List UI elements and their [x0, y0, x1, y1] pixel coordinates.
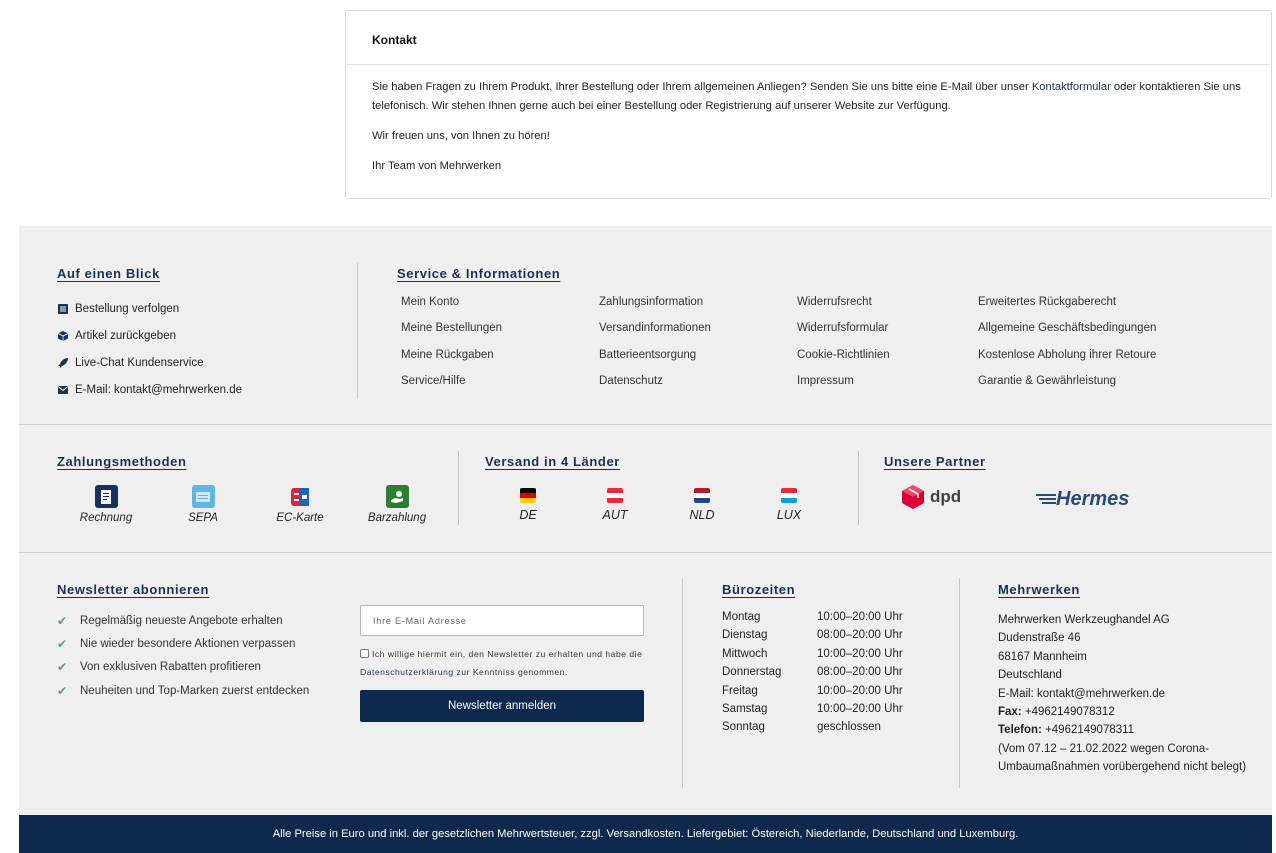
list-icon: [57, 303, 68, 314]
dpd-logo: [902, 485, 961, 509]
hours-day: Dienstag: [722, 629, 768, 642]
check-icon: ✔: [57, 636, 68, 651]
hours-row: [722, 666, 903, 684]
dpd-logo-text: dpd: [930, 487, 962, 506]
benefit-item: [57, 609, 309, 632]
company-fax: [998, 703, 1268, 721]
quick-title: Auf einen Blick: [57, 266, 160, 281]
contact-form-link[interactable]: Kontaktformular: [1031, 81, 1111, 93]
austria-flag-icon: [607, 488, 623, 503]
envelope-icon: [57, 384, 68, 395]
rocket-icon: [57, 357, 68, 368]
partners-title: Unsere Partner: [884, 454, 986, 469]
check-icon: ✔: [57, 683, 68, 698]
hours-time: 08:00–20:00 Uhr: [817, 629, 903, 642]
payment-cash: [362, 485, 432, 524]
contact-text: Sie haben Fragen zu Ihrem Produkt, Ihrer Bestellung oder Ihrem allgemeinen Anliegen? Senden Sie uns bitte eine E-Mail über unser: [372, 81, 1032, 93]
company-street: Dudenstraße 46: [998, 632, 1081, 645]
hours-time: 10:00–20:00 Uhr: [817, 702, 903, 715]
quick-link-label: Bestellung verfolgen: [75, 302, 180, 315]
hours-time: geschlossen: [817, 721, 881, 734]
divider: [682, 578, 683, 788]
contact-signature: Ihr Team von Mehrwerken: [372, 160, 502, 172]
contact-greeting: Wir freuen uns, von Ihnen zu hören!: [372, 130, 550, 142]
shipping-aut: [590, 488, 640, 522]
quick-link-label: Artikel zurückgeben: [75, 329, 176, 342]
shipping-label: DE: [519, 508, 537, 522]
newsletter-email-input[interactable]: [360, 605, 644, 636]
benefit-label: Nie wieder besondere Aktionen verpassen: [80, 637, 296, 650]
divider: [458, 451, 459, 525]
hours-day: Freitag: [722, 684, 758, 697]
quick-links: [57, 295, 242, 403]
benefit-label: Neuheiten und Top-Marken zuerst entdecken: [80, 684, 310, 697]
payment-ec-card: [265, 485, 335, 524]
service-link[interactable]: Widerrufsrecht: [797, 296, 872, 308]
service-link[interactable]: Allgemeine Geschäftsbedingungen: [978, 322, 1157, 335]
shipping-label: AUT: [602, 508, 628, 522]
hours-row: [722, 685, 903, 703]
payment-invoice: [71, 485, 141, 524]
quick-link-live-chat[interactable]: [57, 349, 242, 376]
shipping-de: [503, 488, 553, 522]
hours-row: [722, 648, 903, 666]
check-icon: ✔: [57, 660, 68, 675]
phone-number[interactable]: +4962149078311: [1041, 724, 1135, 737]
payment-title: Zahlungsmethoden: [57, 454, 187, 469]
service-link[interactable]: Service/Hilfe: [401, 374, 466, 387]
service-link[interactable]: Cookie-Richtlinien: [797, 348, 890, 361]
fax-label: Fax:: [998, 706, 1022, 719]
quick-link-email[interactable]: [57, 376, 242, 403]
hours-day: Montag: [722, 611, 761, 623]
contact-body: [346, 65, 1271, 176]
divider: [357, 263, 358, 399]
contact-text: oder kontaktieren Sie uns telefonisch. Wir stehen Ihnen gerne auch bei einer Bestellung oder Registrierung auf unserer Website zur Verfügung.: [372, 81, 1241, 112]
consent-text: zur Kenntniss genommen.: [453, 667, 568, 677]
company-note: (Vom 07.12 – 21.02.2022 wegen Corona-Umbaumaßnahmen vorübergehend nicht belegt): [998, 742, 1247, 774]
payment-sepa: [168, 485, 238, 524]
hours-time: 10:00–20:00 Uhr: [817, 647, 903, 660]
quick-link-label: E-Mail: kontakt@mehrwerken.de: [75, 383, 242, 396]
company-address: [998, 611, 1268, 777]
hours-title: Bürozeiten: [722, 582, 796, 597]
divider: [858, 451, 859, 525]
contact-title: Kontakt: [346, 11, 1271, 65]
payment-label: EC-Karte: [276, 512, 324, 524]
service-link[interactable]: Versandinformationen: [599, 322, 711, 335]
invoice-icon: [95, 485, 118, 508]
service-link[interactable]: Mein Konto: [401, 296, 460, 308]
hours-day: Sonntag: [722, 721, 765, 734]
divider: [19, 552, 1272, 553]
newsletter-subscribe-button[interactable]: Newsletter anmelden: [360, 690, 644, 722]
shipping-title: Versand in 4 Länder: [485, 454, 620, 469]
company-title: Mehrwerken: [998, 582, 1080, 597]
benefit-item: [57, 656, 309, 679]
benefit-item: [57, 632, 309, 655]
hours-day: Mittwoch: [722, 647, 768, 660]
shipping-label: NLD: [689, 508, 715, 522]
hermes-wing-icon: [1036, 493, 1058, 507]
dpd-cube-icon: [902, 485, 924, 509]
hours-time: 10:00–20:00 Uhr: [817, 611, 903, 623]
shipping-label: LUX: [776, 508, 802, 522]
hours-row: [722, 611, 903, 629]
consent-text: Ich willige hiermit ein, den Newsletter zu erhalten und habe die: [372, 649, 643, 659]
check-icon: ✔: [57, 613, 68, 628]
shipping-nld: [677, 488, 727, 522]
company-city: 68167 Mannheim: [998, 650, 1087, 663]
hours-row: [722, 703, 903, 721]
benefit-label: Von exklusiven Rabatten profitieren: [80, 661, 261, 674]
hours-row: [722, 629, 903, 647]
fax-number: +4962149078312: [1021, 706, 1115, 719]
sepa-icon: [192, 485, 215, 508]
service-link[interactable]: Meine Rückgaben: [401, 348, 494, 361]
consent-checkbox[interactable]: [360, 649, 369, 658]
hermes-logo: [1036, 488, 1129, 511]
hours-day: Samstag: [722, 702, 768, 715]
netherlands-flag-icon: [694, 488, 710, 503]
service-link[interactable]: Zahlungsinformation: [599, 296, 704, 308]
service-link[interactable]: Garantie & Gewährleistung: [978, 374, 1117, 387]
company-phone: [998, 721, 1268, 739]
service-link[interactable]: Kostenlose Abholung ihrer Retoure: [978, 348, 1157, 361]
hours-table: [722, 611, 903, 740]
privacy-link[interactable]: Datenschutzerklärung: [360, 667, 454, 677]
service-column-4: [978, 296, 1156, 401]
service-column-3: [797, 296, 890, 401]
benefit-item: [57, 679, 309, 702]
company-email[interactable]: E-Mail: kontakt@mehrwerken.de: [998, 687, 1165, 700]
newsletter-consent: [360, 645, 650, 681]
service-column-2: [599, 296, 711, 401]
hours-time: 08:00–20:00 Uhr: [817, 666, 903, 679]
service-link[interactable]: Batterieentsorgung: [599, 348, 697, 361]
service-link[interactable]: Datenschutz: [599, 374, 663, 387]
divider: [959, 578, 960, 788]
hours-day: Donnerstag: [722, 666, 782, 679]
service-link[interactable]: Widerrufsformular: [797, 322, 889, 335]
phone-label: Telefon:: [998, 724, 1042, 737]
payment-label: Barzahlung: [367, 512, 427, 524]
contact-paragraph: [372, 78, 1245, 116]
service-column-1: [401, 296, 502, 401]
hours-row: [722, 721, 903, 739]
cash-icon: [386, 485, 409, 508]
service-link[interactable]: Erweitertes Rückgaberecht: [978, 296, 1117, 308]
hermes-logo-text: Hermes: [1056, 488, 1130, 510]
contact-card: [345, 10, 1272, 199]
payment-label: Rechnung: [79, 512, 133, 524]
newsletter-title: Newsletter abonnieren: [57, 582, 210, 597]
price-notice-bar: Alle Preise in Euro und inkl. der gesetzlichen Mehrwertsteuer, zzgl. Versandkosten. Liefergebiet: Östereich, Niederlande, Deutschland und Luxemburg.: [19, 815, 1272, 853]
quick-link-return[interactable]: [57, 322, 242, 349]
divider: [19, 424, 1272, 425]
quick-link-label: Live-Chat Kundenservice: [75, 356, 204, 369]
payment-label: SEPA: [188, 512, 218, 524]
company-name: Mehrwerken Werkzeughandel AG: [998, 614, 1170, 626]
germany-flag-icon: [520, 488, 536, 503]
company-country: Deutschland: [998, 669, 1062, 682]
newsletter-benefits: [57, 609, 309, 702]
footer: [19, 226, 1272, 815]
service-title: Service & Informationen: [397, 266, 561, 281]
service-link[interactable]: Meine Bestellungen: [401, 322, 503, 335]
quick-link-track-order[interactable]: [57, 295, 242, 322]
luxembourg-flag-icon: [781, 488, 797, 503]
box-icon: [57, 330, 68, 341]
hours-time: 10:00–20:00 Uhr: [817, 684, 903, 697]
benefit-label: Regelmäßig neueste Angebote erhalten: [80, 614, 283, 627]
service-link[interactable]: Impressum: [797, 374, 854, 387]
shipping-lux: [764, 488, 814, 522]
ec-card-icon: [289, 485, 312, 508]
